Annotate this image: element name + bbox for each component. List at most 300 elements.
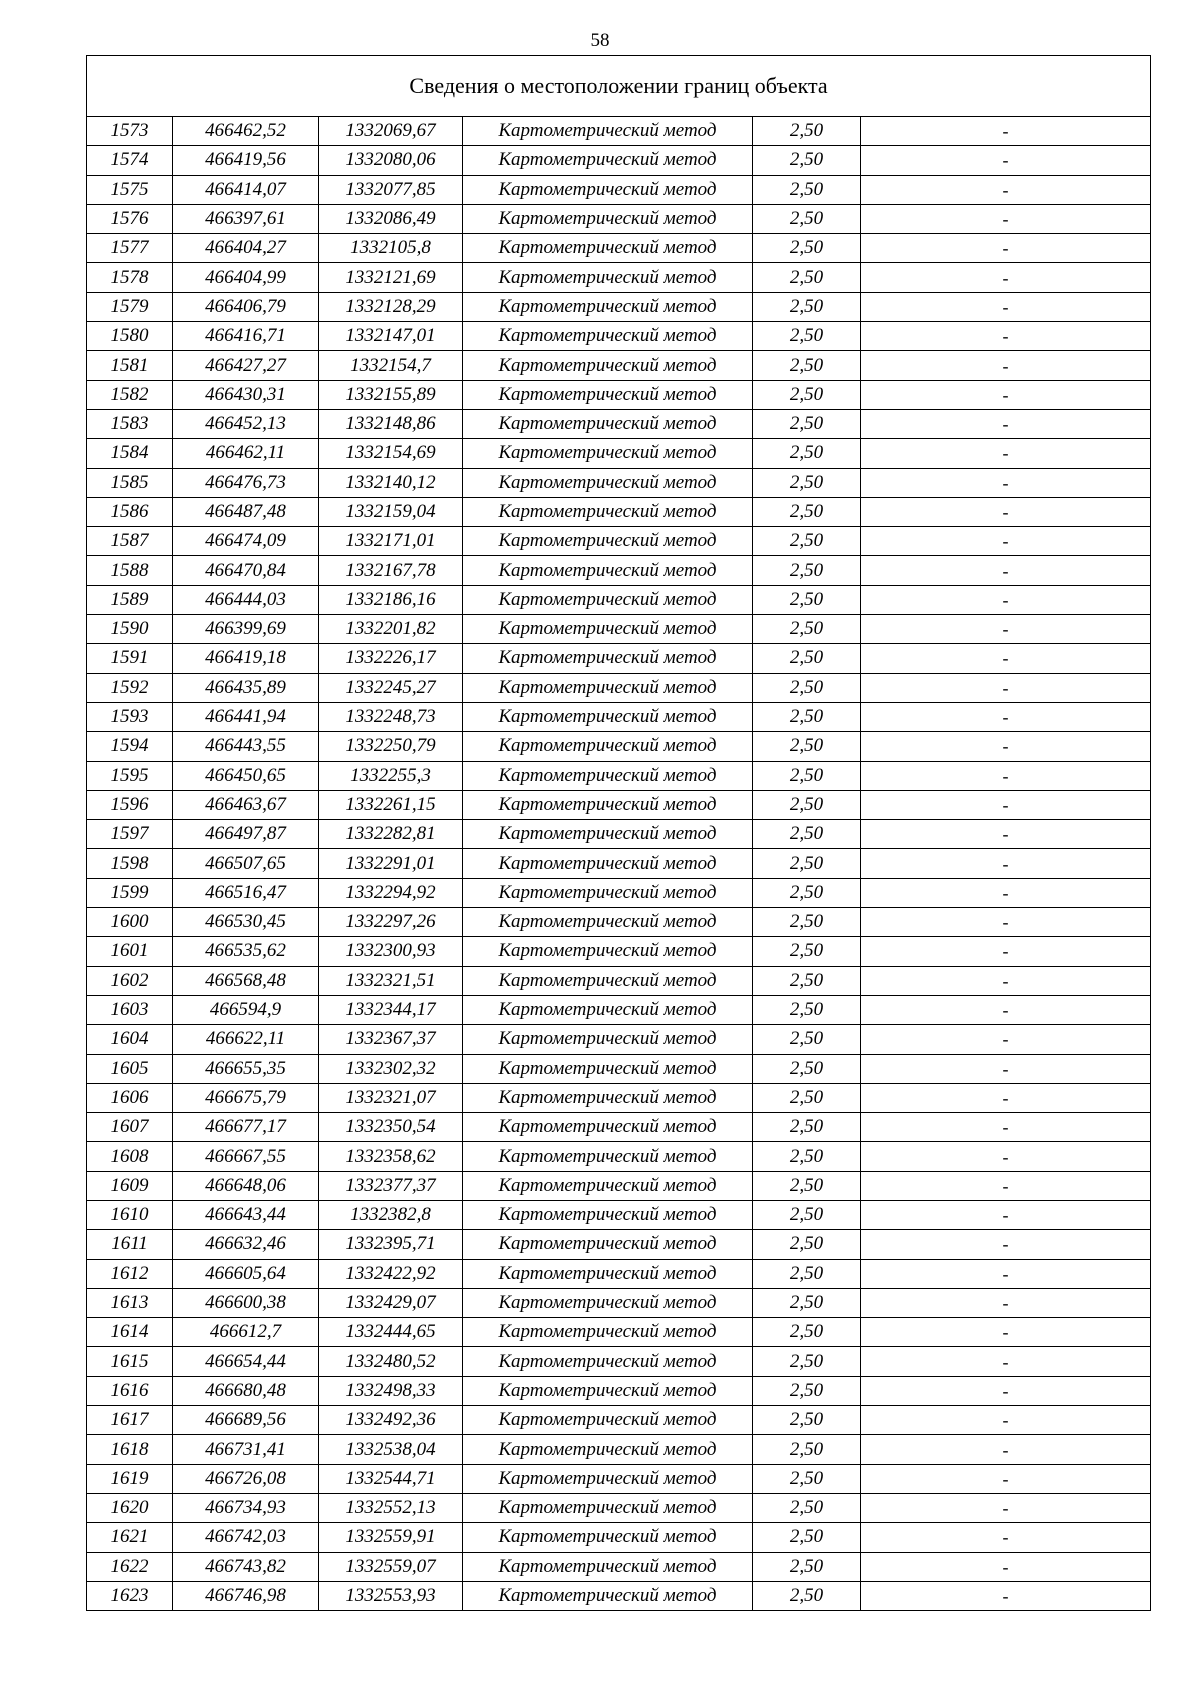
y-coordinate-cell: 1332302,32 bbox=[319, 1054, 463, 1083]
description-cell: - bbox=[861, 1376, 1151, 1405]
table-row bbox=[87, 1083, 1151, 1112]
point-number-cell: 1620 bbox=[87, 1493, 173, 1522]
description-cell: - bbox=[861, 732, 1151, 761]
accuracy-cell: 2,50 bbox=[753, 1493, 861, 1522]
method-cell: Картометрический метод bbox=[463, 585, 753, 614]
description-cell: - bbox=[861, 1435, 1151, 1464]
point-number-cell: 1621 bbox=[87, 1523, 173, 1552]
accuracy-cell: 2,50 bbox=[753, 497, 861, 526]
y-coordinate-cell: 1332255,3 bbox=[319, 761, 463, 790]
point-number-cell: 1579 bbox=[87, 292, 173, 321]
description-cell: - bbox=[861, 322, 1151, 351]
x-coordinate-cell: 466444,03 bbox=[173, 585, 319, 614]
x-coordinate-cell: 466404,27 bbox=[173, 234, 319, 263]
table-row bbox=[87, 1288, 1151, 1317]
description-cell: - bbox=[861, 585, 1151, 614]
description-cell: - bbox=[861, 1113, 1151, 1142]
accuracy-cell: 2,50 bbox=[753, 117, 861, 146]
y-coordinate-cell: 1332358,62 bbox=[319, 1142, 463, 1171]
y-coordinate-cell: 1332492,36 bbox=[319, 1406, 463, 1435]
x-coordinate-cell: 466487,48 bbox=[173, 497, 319, 526]
method-cell: Картометрический метод bbox=[463, 1406, 753, 1435]
description-cell: - bbox=[861, 1142, 1151, 1171]
point-number-cell: 1589 bbox=[87, 585, 173, 614]
y-coordinate-cell: 1332128,29 bbox=[319, 292, 463, 321]
table-row bbox=[87, 409, 1151, 438]
x-coordinate-cell: 466746,98 bbox=[173, 1581, 319, 1610]
description-cell: - bbox=[861, 234, 1151, 263]
point-number-cell: 1603 bbox=[87, 995, 173, 1024]
x-coordinate-cell: 466530,45 bbox=[173, 908, 319, 937]
accuracy-cell: 2,50 bbox=[753, 204, 861, 233]
x-coordinate-cell: 466648,06 bbox=[173, 1171, 319, 1200]
description-cell: - bbox=[861, 995, 1151, 1024]
method-cell: Картометрический метод bbox=[463, 644, 753, 673]
table-row bbox=[87, 1552, 1151, 1581]
method-cell: Картометрический метод bbox=[463, 702, 753, 731]
table-row bbox=[87, 146, 1151, 175]
point-number-cell: 1604 bbox=[87, 1025, 173, 1054]
point-number-cell: 1594 bbox=[87, 732, 173, 761]
accuracy-cell: 2,50 bbox=[753, 937, 861, 966]
y-coordinate-cell: 1332248,73 bbox=[319, 702, 463, 731]
method-cell: Картометрический метод bbox=[463, 966, 753, 995]
method-cell: Картометрический метод bbox=[463, 263, 753, 292]
y-coordinate-cell: 1332294,92 bbox=[319, 878, 463, 907]
x-coordinate-cell: 466452,13 bbox=[173, 409, 319, 438]
accuracy-cell: 2,50 bbox=[753, 556, 861, 585]
y-coordinate-cell: 1332154,7 bbox=[319, 351, 463, 380]
description-cell: - bbox=[861, 1054, 1151, 1083]
point-number-cell: 1580 bbox=[87, 322, 173, 351]
method-cell: Картометрический метод bbox=[463, 820, 753, 849]
table-row bbox=[87, 263, 1151, 292]
x-coordinate-cell: 466675,79 bbox=[173, 1083, 319, 1112]
table-row bbox=[87, 439, 1151, 468]
point-number-cell: 1611 bbox=[87, 1230, 173, 1259]
table-row bbox=[87, 322, 1151, 351]
method-cell: Картометрический метод bbox=[463, 1259, 753, 1288]
y-coordinate-cell: 1332261,15 bbox=[319, 790, 463, 819]
accuracy-cell: 2,50 bbox=[753, 908, 861, 937]
table-row bbox=[87, 380, 1151, 409]
accuracy-cell: 2,50 bbox=[753, 1200, 861, 1229]
y-coordinate-cell: 1332553,93 bbox=[319, 1581, 463, 1610]
point-number-cell: 1590 bbox=[87, 615, 173, 644]
point-number-cell: 1578 bbox=[87, 263, 173, 292]
table-row bbox=[87, 527, 1151, 556]
accuracy-cell: 2,50 bbox=[753, 761, 861, 790]
method-cell: Картометрический метод bbox=[463, 1025, 753, 1054]
table-row bbox=[87, 1523, 1151, 1552]
method-cell: Картометрический метод bbox=[463, 995, 753, 1024]
description-cell: - bbox=[861, 1083, 1151, 1112]
accuracy-cell: 2,50 bbox=[753, 790, 861, 819]
table-row bbox=[87, 1171, 1151, 1200]
table-row bbox=[87, 1464, 1151, 1493]
point-number-cell: 1619 bbox=[87, 1464, 173, 1493]
accuracy-cell: 2,50 bbox=[753, 146, 861, 175]
table-row bbox=[87, 175, 1151, 204]
x-coordinate-cell: 466654,44 bbox=[173, 1347, 319, 1376]
accuracy-cell: 2,50 bbox=[753, 409, 861, 438]
accuracy-cell: 2,50 bbox=[753, 322, 861, 351]
accuracy-cell: 2,50 bbox=[753, 439, 861, 468]
y-coordinate-cell: 1332559,07 bbox=[319, 1552, 463, 1581]
accuracy-cell: 2,50 bbox=[753, 1171, 861, 1200]
x-coordinate-cell: 466427,27 bbox=[173, 351, 319, 380]
method-cell: Картометрический метод bbox=[463, 1200, 753, 1229]
x-coordinate-cell: 466450,65 bbox=[173, 761, 319, 790]
description-cell: - bbox=[861, 615, 1151, 644]
x-coordinate-cell: 466462,52 bbox=[173, 117, 319, 146]
accuracy-cell: 2,50 bbox=[753, 615, 861, 644]
point-number-cell: 1613 bbox=[87, 1288, 173, 1317]
point-number-cell: 1593 bbox=[87, 702, 173, 731]
table-row bbox=[87, 1200, 1151, 1229]
accuracy-cell: 2,50 bbox=[753, 175, 861, 204]
method-cell: Картометрический метод bbox=[463, 351, 753, 380]
y-coordinate-cell: 1332367,37 bbox=[319, 1025, 463, 1054]
x-coordinate-cell: 466632,46 bbox=[173, 1230, 319, 1259]
y-coordinate-cell: 1332121,69 bbox=[319, 263, 463, 292]
y-coordinate-cell: 1332148,86 bbox=[319, 409, 463, 438]
x-coordinate-cell: 466535,62 bbox=[173, 937, 319, 966]
accuracy-cell: 2,50 bbox=[753, 234, 861, 263]
description-cell: - bbox=[861, 702, 1151, 731]
x-coordinate-cell: 466463,67 bbox=[173, 790, 319, 819]
x-coordinate-cell: 466600,38 bbox=[173, 1288, 319, 1317]
description-cell: - bbox=[861, 878, 1151, 907]
y-coordinate-cell: 1332480,52 bbox=[319, 1347, 463, 1376]
method-cell: Картометрический метод bbox=[463, 292, 753, 321]
x-coordinate-cell: 466643,44 bbox=[173, 1200, 319, 1229]
accuracy-cell: 2,50 bbox=[753, 1552, 861, 1581]
table-row bbox=[87, 995, 1151, 1024]
y-coordinate-cell: 1332444,65 bbox=[319, 1318, 463, 1347]
description-cell: - bbox=[861, 1347, 1151, 1376]
y-coordinate-cell: 1332147,01 bbox=[319, 322, 463, 351]
table-body bbox=[87, 117, 1151, 1611]
x-coordinate-cell: 466406,79 bbox=[173, 292, 319, 321]
description-cell: - bbox=[861, 527, 1151, 556]
accuracy-cell: 2,50 bbox=[753, 1347, 861, 1376]
x-coordinate-cell: 466430,31 bbox=[173, 380, 319, 409]
description-cell: - bbox=[861, 1025, 1151, 1054]
point-number-cell: 1600 bbox=[87, 908, 173, 937]
accuracy-cell: 2,50 bbox=[753, 995, 861, 1024]
description-cell: - bbox=[861, 908, 1151, 937]
table-row bbox=[87, 878, 1151, 907]
description-cell: - bbox=[861, 117, 1151, 146]
x-coordinate-cell: 466742,03 bbox=[173, 1523, 319, 1552]
method-cell: Картометрический метод bbox=[463, 908, 753, 937]
accuracy-cell: 2,50 bbox=[753, 1376, 861, 1405]
description-cell: - bbox=[861, 292, 1151, 321]
x-coordinate-cell: 466507,65 bbox=[173, 849, 319, 878]
accuracy-cell: 2,50 bbox=[753, 1230, 861, 1259]
method-cell: Картометрический метод bbox=[463, 1552, 753, 1581]
y-coordinate-cell: 1332069,67 bbox=[319, 117, 463, 146]
method-cell: Картометрический метод bbox=[463, 1318, 753, 1347]
x-coordinate-cell: 466734,93 bbox=[173, 1493, 319, 1522]
method-cell: Картометрический метод bbox=[463, 1581, 753, 1610]
method-cell: Картометрический метод bbox=[463, 204, 753, 233]
accuracy-cell: 2,50 bbox=[753, 1025, 861, 1054]
accuracy-cell: 2,50 bbox=[753, 1406, 861, 1435]
table-row bbox=[87, 1581, 1151, 1610]
table-row bbox=[87, 1142, 1151, 1171]
y-coordinate-cell: 1332105,8 bbox=[319, 234, 463, 263]
accuracy-cell: 2,50 bbox=[753, 702, 861, 731]
description-cell: - bbox=[861, 644, 1151, 673]
x-coordinate-cell: 466726,08 bbox=[173, 1464, 319, 1493]
table-row bbox=[87, 1318, 1151, 1347]
y-coordinate-cell: 1332382,8 bbox=[319, 1200, 463, 1229]
point-number-cell: 1610 bbox=[87, 1200, 173, 1229]
table-row bbox=[87, 644, 1151, 673]
accuracy-cell: 2,50 bbox=[753, 1435, 861, 1464]
description-cell: - bbox=[861, 175, 1151, 204]
y-coordinate-cell: 1332171,01 bbox=[319, 527, 463, 556]
description-cell: - bbox=[861, 1464, 1151, 1493]
description-cell: - bbox=[861, 351, 1151, 380]
x-coordinate-cell: 466419,56 bbox=[173, 146, 319, 175]
method-cell: Картометрический метод bbox=[463, 937, 753, 966]
accuracy-cell: 2,50 bbox=[753, 1318, 861, 1347]
table-row bbox=[87, 1025, 1151, 1054]
description-cell: - bbox=[861, 1493, 1151, 1522]
method-cell: Картометрический метод bbox=[463, 1171, 753, 1200]
point-number-cell: 1592 bbox=[87, 673, 173, 702]
point-number-cell: 1575 bbox=[87, 175, 173, 204]
method-cell: Картометрический метод bbox=[463, 1347, 753, 1376]
point-number-cell: 1595 bbox=[87, 761, 173, 790]
method-cell: Картометрический метод bbox=[463, 380, 753, 409]
x-coordinate-cell: 466680,48 bbox=[173, 1376, 319, 1405]
table-title: Сведения о местоположении границ объекта bbox=[87, 56, 1151, 117]
description-cell: - bbox=[861, 263, 1151, 292]
point-number-cell: 1606 bbox=[87, 1083, 173, 1112]
description-cell: - bbox=[861, 761, 1151, 790]
x-coordinate-cell: 466655,35 bbox=[173, 1054, 319, 1083]
table-title-row bbox=[87, 56, 1151, 117]
description-cell: - bbox=[861, 1581, 1151, 1610]
point-number-cell: 1577 bbox=[87, 234, 173, 263]
boundary-coordinates-table bbox=[86, 55, 1151, 1611]
table-row bbox=[87, 1347, 1151, 1376]
description-cell: - bbox=[861, 1318, 1151, 1347]
table-row bbox=[87, 117, 1151, 146]
accuracy-cell: 2,50 bbox=[753, 1113, 861, 1142]
y-coordinate-cell: 1332395,71 bbox=[319, 1230, 463, 1259]
accuracy-cell: 2,50 bbox=[753, 292, 861, 321]
y-coordinate-cell: 1332297,26 bbox=[319, 908, 463, 937]
description-cell: - bbox=[861, 1288, 1151, 1317]
x-coordinate-cell: 466743,82 bbox=[173, 1552, 319, 1581]
point-number-cell: 1591 bbox=[87, 644, 173, 673]
description-cell: - bbox=[861, 937, 1151, 966]
description-cell: - bbox=[861, 409, 1151, 438]
x-coordinate-cell: 466516,47 bbox=[173, 878, 319, 907]
description-cell: - bbox=[861, 439, 1151, 468]
method-cell: Картометрический метод bbox=[463, 527, 753, 556]
accuracy-cell: 2,50 bbox=[753, 820, 861, 849]
x-coordinate-cell: 466435,89 bbox=[173, 673, 319, 702]
method-cell: Картометрический метод bbox=[463, 556, 753, 585]
x-coordinate-cell: 466419,18 bbox=[173, 644, 319, 673]
table-row bbox=[87, 732, 1151, 761]
y-coordinate-cell: 1332559,91 bbox=[319, 1523, 463, 1552]
method-cell: Картометрический метод bbox=[463, 878, 753, 907]
method-cell: Картометрический метод bbox=[463, 1523, 753, 1552]
x-coordinate-cell: 466443,55 bbox=[173, 732, 319, 761]
point-number-cell: 1605 bbox=[87, 1054, 173, 1083]
x-coordinate-cell: 466667,55 bbox=[173, 1142, 319, 1171]
point-number-cell: 1622 bbox=[87, 1552, 173, 1581]
accuracy-cell: 2,50 bbox=[753, 1083, 861, 1112]
method-cell: Картометрический метод bbox=[463, 1054, 753, 1083]
y-coordinate-cell: 1332154,69 bbox=[319, 439, 463, 468]
point-number-cell: 1585 bbox=[87, 468, 173, 497]
table-row bbox=[87, 204, 1151, 233]
description-cell: - bbox=[861, 1523, 1151, 1552]
point-number-cell: 1618 bbox=[87, 1435, 173, 1464]
method-cell: Картометрический метод bbox=[463, 234, 753, 263]
x-coordinate-cell: 466594,9 bbox=[173, 995, 319, 1024]
method-cell: Картометрический метод bbox=[463, 1376, 753, 1405]
accuracy-cell: 2,50 bbox=[753, 527, 861, 556]
table-row bbox=[87, 790, 1151, 819]
accuracy-cell: 2,50 bbox=[753, 263, 861, 292]
x-coordinate-cell: 466476,73 bbox=[173, 468, 319, 497]
table-row bbox=[87, 234, 1151, 263]
y-coordinate-cell: 1332498,33 bbox=[319, 1376, 463, 1405]
y-coordinate-cell: 1332250,79 bbox=[319, 732, 463, 761]
method-cell: Картометрический метод bbox=[463, 1142, 753, 1171]
method-cell: Картометрический метод bbox=[463, 1435, 753, 1464]
accuracy-cell: 2,50 bbox=[753, 1288, 861, 1317]
table-row bbox=[87, 1435, 1151, 1464]
accuracy-cell: 2,50 bbox=[753, 849, 861, 878]
point-number-cell: 1596 bbox=[87, 790, 173, 819]
x-coordinate-cell: 466470,84 bbox=[173, 556, 319, 585]
accuracy-cell: 2,50 bbox=[753, 1142, 861, 1171]
point-number-cell: 1617 bbox=[87, 1406, 173, 1435]
y-coordinate-cell: 1332544,71 bbox=[319, 1464, 463, 1493]
y-coordinate-cell: 1332377,37 bbox=[319, 1171, 463, 1200]
point-number-cell: 1607 bbox=[87, 1113, 173, 1142]
table-row bbox=[87, 702, 1151, 731]
table-row bbox=[87, 585, 1151, 614]
accuracy-cell: 2,50 bbox=[753, 1259, 861, 1288]
accuracy-cell: 2,50 bbox=[753, 1054, 861, 1083]
point-number-cell: 1588 bbox=[87, 556, 173, 585]
description-cell: - bbox=[861, 1171, 1151, 1200]
x-coordinate-cell: 466622,11 bbox=[173, 1025, 319, 1054]
method-cell: Картометрический метод bbox=[463, 1464, 753, 1493]
point-number-cell: 1582 bbox=[87, 380, 173, 409]
method-cell: Картометрический метод bbox=[463, 790, 753, 819]
y-coordinate-cell: 1332321,07 bbox=[319, 1083, 463, 1112]
y-coordinate-cell: 1332350,54 bbox=[319, 1113, 463, 1142]
table-row bbox=[87, 1406, 1151, 1435]
table-row bbox=[87, 1054, 1151, 1083]
description-cell: - bbox=[861, 820, 1151, 849]
y-coordinate-cell: 1332226,17 bbox=[319, 644, 463, 673]
point-number-cell: 1587 bbox=[87, 527, 173, 556]
x-coordinate-cell: 466416,71 bbox=[173, 322, 319, 351]
y-coordinate-cell: 1332245,27 bbox=[319, 673, 463, 702]
y-coordinate-cell: 1332422,92 bbox=[319, 1259, 463, 1288]
accuracy-cell: 2,50 bbox=[753, 380, 861, 409]
description-cell: - bbox=[861, 146, 1151, 175]
table-row bbox=[87, 908, 1151, 937]
method-cell: Картометрический метод bbox=[463, 615, 753, 644]
y-coordinate-cell: 1332344,17 bbox=[319, 995, 463, 1024]
point-number-cell: 1615 bbox=[87, 1347, 173, 1376]
method-cell: Картометрический метод bbox=[463, 849, 753, 878]
y-coordinate-cell: 1332080,06 bbox=[319, 146, 463, 175]
point-number-cell: 1581 bbox=[87, 351, 173, 380]
point-number-cell: 1574 bbox=[87, 146, 173, 175]
x-coordinate-cell: 466677,17 bbox=[173, 1113, 319, 1142]
method-cell: Картометрический метод bbox=[463, 468, 753, 497]
description-cell: - bbox=[861, 556, 1151, 585]
x-coordinate-cell: 466689,56 bbox=[173, 1406, 319, 1435]
y-coordinate-cell: 1332186,16 bbox=[319, 585, 463, 614]
point-number-cell: 1608 bbox=[87, 1142, 173, 1171]
table-row bbox=[87, 615, 1151, 644]
method-cell: Картометрический метод bbox=[463, 673, 753, 702]
x-coordinate-cell: 466404,99 bbox=[173, 263, 319, 292]
y-coordinate-cell: 1332077,85 bbox=[319, 175, 463, 204]
description-cell: - bbox=[861, 1259, 1151, 1288]
accuracy-cell: 2,50 bbox=[753, 468, 861, 497]
y-coordinate-cell: 1332086,49 bbox=[319, 204, 463, 233]
method-cell: Картометрический метод bbox=[463, 409, 753, 438]
table-row bbox=[87, 849, 1151, 878]
table-row bbox=[87, 1376, 1151, 1405]
y-coordinate-cell: 1332300,93 bbox=[319, 937, 463, 966]
accuracy-cell: 2,50 bbox=[753, 351, 861, 380]
point-number-cell: 1623 bbox=[87, 1581, 173, 1610]
x-coordinate-cell: 466612,7 bbox=[173, 1318, 319, 1347]
table-row bbox=[87, 937, 1151, 966]
y-coordinate-cell: 1332155,89 bbox=[319, 380, 463, 409]
description-cell: - bbox=[861, 1552, 1151, 1581]
table-row bbox=[87, 556, 1151, 585]
accuracy-cell: 2,50 bbox=[753, 732, 861, 761]
method-cell: Картометрический метод bbox=[463, 1288, 753, 1317]
x-coordinate-cell: 466399,69 bbox=[173, 615, 319, 644]
method-cell: Картометрический метод bbox=[463, 322, 753, 351]
table-row bbox=[87, 966, 1151, 995]
table-row bbox=[87, 351, 1151, 380]
method-cell: Картометрический метод bbox=[463, 175, 753, 204]
point-number-cell: 1609 bbox=[87, 1171, 173, 1200]
description-cell: - bbox=[861, 849, 1151, 878]
y-coordinate-cell: 1332159,04 bbox=[319, 497, 463, 526]
accuracy-cell: 2,50 bbox=[753, 878, 861, 907]
x-coordinate-cell: 466474,09 bbox=[173, 527, 319, 556]
x-coordinate-cell: 466605,64 bbox=[173, 1259, 319, 1288]
description-cell: - bbox=[861, 1406, 1151, 1435]
point-number-cell: 1614 bbox=[87, 1318, 173, 1347]
method-cell: Картометрический метод bbox=[463, 1493, 753, 1522]
description-cell: - bbox=[861, 1230, 1151, 1259]
description-cell: - bbox=[861, 497, 1151, 526]
